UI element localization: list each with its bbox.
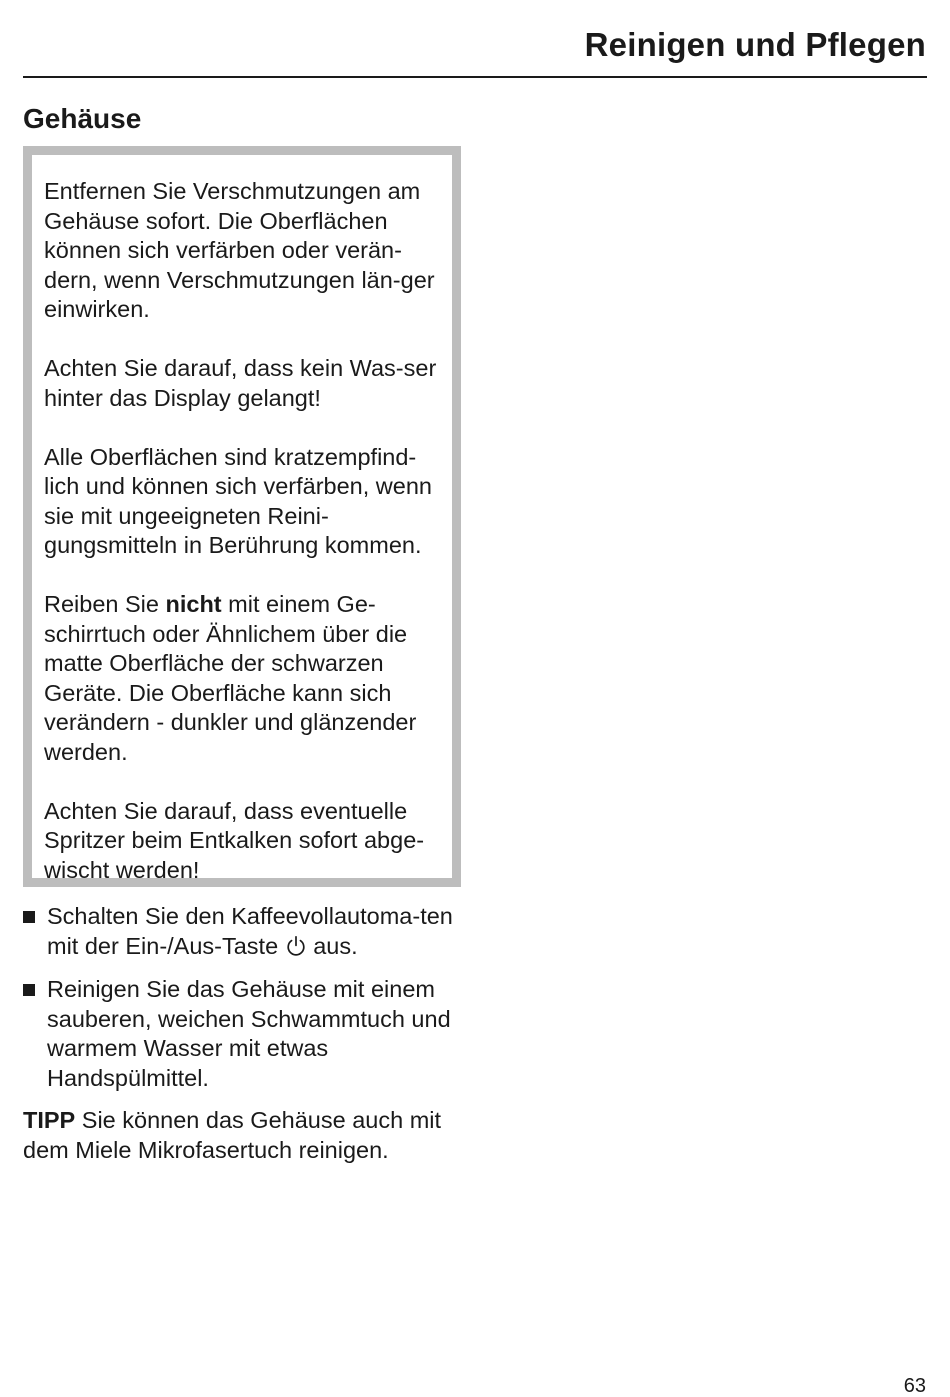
warning-paragraph-4 xyxy=(44,590,440,767)
square-bullet-icon xyxy=(23,911,35,923)
warning-text: Reiben Sie xyxy=(44,591,166,617)
warning-paragraph-2: Achten Sie darauf, dass kein Was-ser hinter das Display gelangt! xyxy=(44,355,437,411)
list-item xyxy=(23,975,468,1093)
warning-paragraph-5: Achten Sie darauf, dass eventuelle Spritzer beim Entkalken sofort abge-wischt werden! xyxy=(44,797,425,883)
warning-text: mit einem Ge-schirrtuch oder Ähnlichem über die matte Oberfläche der schwarzen Geräte. Die Oberfläche kann sich verändern - dunkler und glänzender werden. xyxy=(44,591,417,765)
page-number: 63 xyxy=(903,1375,926,1397)
page-header-title: Reinigen und Pflegen xyxy=(584,26,926,63)
tip-text: Sie können das Gehäuse auch mit dem Miele Mikrofasertuch reinigen. xyxy=(23,1107,442,1163)
warning-paragraph-1: Entfernen Sie Verschmutzungen am Gehäuse sofort. Die Oberflächen können sich verfärben oder verän-dern, wenn Verschmutzungen län-ger einwirken. xyxy=(44,178,435,322)
list-item xyxy=(23,902,468,961)
step-text: aus. xyxy=(306,932,358,959)
instruction-list xyxy=(23,902,468,1107)
warning-paragraph-3: Alle Oberflächen sind kratzempfind-lich und können sich verfärben, wenn sie mit ungeeigneten Reini-gungsmitteln in Berührung kommen. xyxy=(44,443,432,558)
tip-label: TIPP xyxy=(23,1107,76,1133)
step-text: Schalten Sie den Kaffeevollautoma-ten mit der Ein-/Aus-Taste xyxy=(47,903,453,959)
power-icon xyxy=(285,935,307,957)
warning-box xyxy=(23,146,461,887)
tip-paragraph xyxy=(23,1106,468,1165)
warning-emphasis: nicht xyxy=(165,591,222,617)
square-bullet-icon xyxy=(23,984,35,996)
section-heading: Gehäuse xyxy=(23,103,142,134)
step-text: Reinigen Sie das Gehäuse mit einem sauberen, weichen Schwammtuch und warmem Wasser mit etwas Handspülmittel. xyxy=(47,976,451,1091)
header-divider xyxy=(23,76,927,78)
